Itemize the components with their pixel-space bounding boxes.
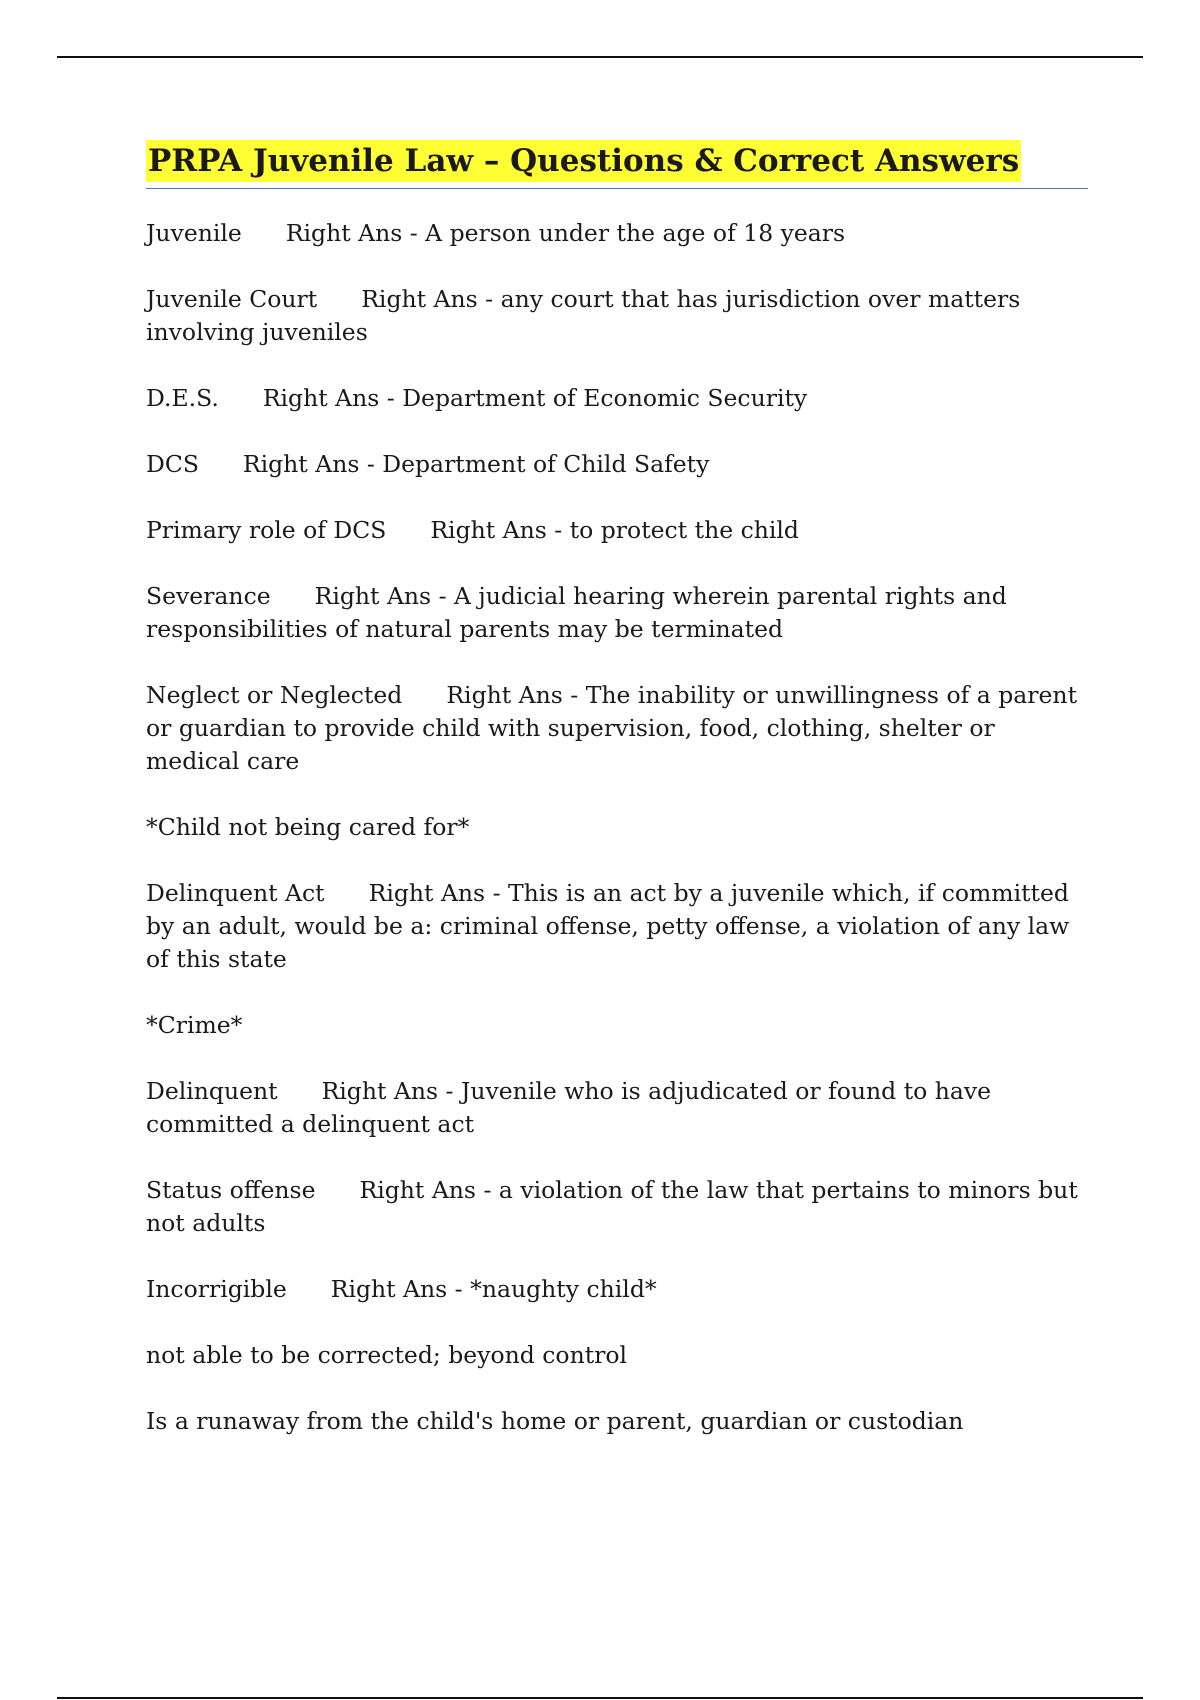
qa-term: Juvenile	[146, 219, 242, 247]
qa-entry	[146, 382, 1088, 415]
qa-answer: Right Ans - Juvenile who is adjudicated or found to have committed a delinquent act	[146, 1077, 992, 1138]
qa-entry	[146, 877, 1088, 976]
qa-answer: Right Ans - A person under the age of 18 years	[285, 219, 846, 247]
qa-note: not able to be corrected; beyond control	[146, 1341, 628, 1369]
qa-term: DCS	[146, 450, 199, 478]
qa-answer: Right Ans - A judicial hearing wherein parental rights and responsibilities of natural parents may be terminated	[146, 582, 1007, 643]
qa-entry	[146, 283, 1088, 349]
qa-term: Delinquent Act	[146, 879, 325, 907]
document-body	[146, 140, 1088, 1471]
qa-answer: Right Ans - a violation of the law that pertains to minors but not adults	[146, 1176, 1078, 1237]
qa-term: Juvenile Court	[146, 285, 318, 313]
qa-answer: Right Ans - Department of Economic Security	[262, 384, 808, 412]
title-block	[146, 140, 1088, 189]
qa-entry	[146, 217, 1088, 250]
qa-term: Status offense	[146, 1176, 316, 1204]
qa-entry	[146, 1174, 1088, 1240]
page-bottom-rule	[57, 1697, 1143, 1699]
qa-answer: Right Ans - The inability or unwillingness of a parent or guardian to provide child with supervision, food, clothing, shelter or medical care	[146, 681, 1078, 775]
qa-entry	[146, 448, 1088, 481]
qa-answer: Right Ans - Department of Child Safety	[242, 450, 710, 478]
document-title: PRPA Juvenile Law – Questions & Correct Answers	[146, 140, 1021, 182]
page-top-rule	[57, 56, 1143, 58]
qa-term: Neglect or Neglected	[146, 681, 403, 709]
qa-entry	[146, 1273, 1088, 1306]
qa-note: *Crime*	[146, 1011, 243, 1039]
qa-note: Is a runaway from the child's home or parent, guardian or custodian	[146, 1407, 964, 1435]
qa-answer: Right Ans - to protect the child	[430, 516, 799, 544]
qa-entry	[146, 679, 1088, 778]
qa-term: Delinquent	[146, 1077, 278, 1105]
qa-answer: Right Ans - This is an act by a juvenile which, if committed by an adult, would be a: criminal offense, petty offense, a violation of any law of this state	[146, 879, 1070, 973]
qa-entry	[146, 514, 1088, 547]
qa-note: *Child not being cared for*	[146, 813, 470, 841]
qa-entry	[146, 1075, 1088, 1141]
qa-answer: Right Ans - *naughty child*	[330, 1275, 657, 1303]
qa-entry	[146, 580, 1088, 646]
qa-term: Severance	[146, 582, 271, 610]
qa-answer: Right Ans - any court that has jurisdiction over matters involving juveniles	[146, 285, 1021, 346]
qa-term: D.E.S.	[146, 384, 219, 412]
qa-term: Primary role of DCS	[146, 516, 387, 544]
qa-term: Incorrigible	[146, 1275, 287, 1303]
